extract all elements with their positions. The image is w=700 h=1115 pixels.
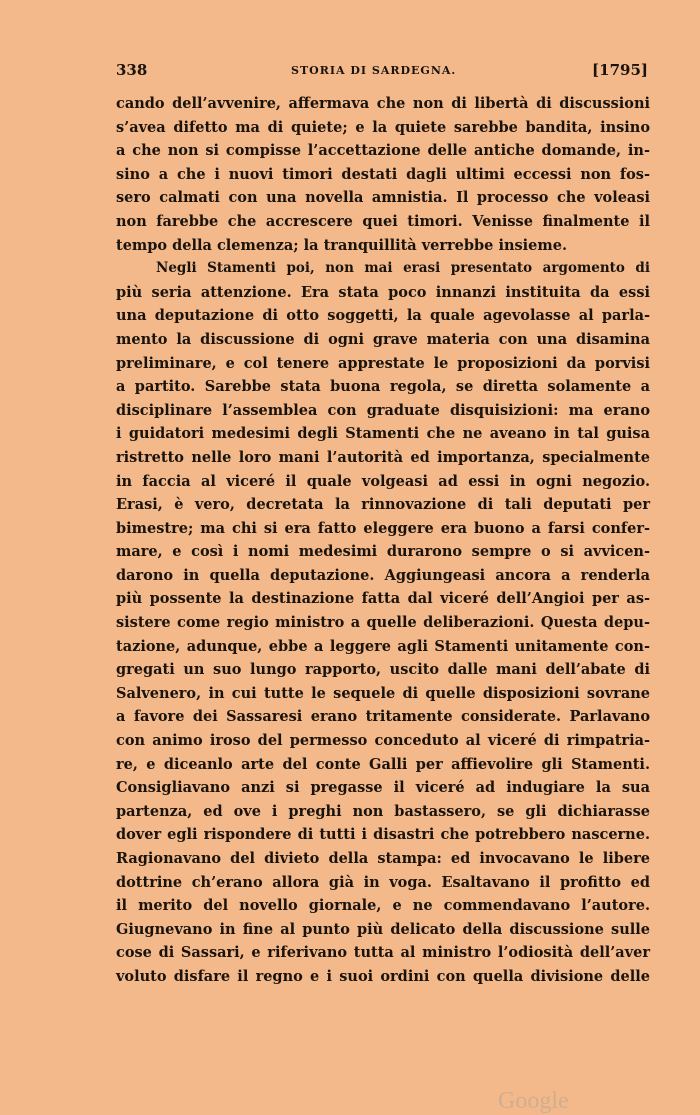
text-line: a che non si compisse l’accettazione delle antiche domande, in- xyxy=(116,142,650,160)
watermark-text: Google xyxy=(498,1088,569,1114)
running-head xyxy=(116,61,650,83)
text-line: cando dell’avvenire, affermava che non di libertà di discussioni xyxy=(116,95,650,112)
text-line: in faccia al viceré il quale volgeasi ad essi in ogni negozio. xyxy=(116,472,650,490)
text-line: disciplinare l’assemblea con graduate disquisizioni: ma erano xyxy=(116,401,650,419)
text-line: ristretto nelle loro mani l’autorità ed importanza, specialmente xyxy=(116,448,650,466)
text-line: Erasi, è vero, decretata la rinnovazione di tali deputati per xyxy=(116,496,650,514)
text-line: dover egli rispondere di tutti i disastri che potrebbero nascerne. xyxy=(116,826,650,844)
text-line: Consigliavano anzi si pregasse il viceré ad indugiare la sua xyxy=(116,779,650,797)
text-line: sero calmati con una novella amnistia. Il processo che voleasi xyxy=(116,189,650,207)
text-line: Ragionavano del divieto della stampa: ed invocavano le libere xyxy=(116,850,650,867)
year-marker: [1795] xyxy=(592,61,648,79)
text-line: più seria attenzione. Era stata poco innanzi instituita da essi xyxy=(116,283,650,301)
text-line: dottrine ch’erano allora già in voga. Esaltavano il profitto ed xyxy=(116,873,650,891)
text-line: Giugnevano in fine al punto più delicato della discussione sulle xyxy=(116,920,650,938)
text-line: bimestre; ma chi si era fatto eleggere era buono a farsi confer- xyxy=(116,519,650,537)
text-line: voluto disfare il regno e i suoi ordini con quella divisione delle xyxy=(116,967,650,985)
page-number: 338 xyxy=(116,61,148,79)
paragraph-first-line: Negli Stamenti poi, non mai erasi presentato argomento di xyxy=(156,260,650,277)
text-line: partenza, ed ove i preghi non bastassero, se gli dichiarasse xyxy=(116,802,650,820)
text-line: sino a che i nuovi timori destati dagli ultimi eccessi non fos- xyxy=(116,165,650,183)
text-line: il merito del novello giornale, e ne commendavano l’autore. xyxy=(116,897,650,915)
text-line: a favore dei Sassaresi erano tritamente considerate. Parlavano xyxy=(116,708,650,726)
text-line: non farebbe che accrescere quei timori. Venisse finalmente il xyxy=(116,212,650,230)
text-line: tempo della clemenza; la tranquillità verrebbe insieme. xyxy=(116,236,568,254)
running-title: STORIA DI SARDEGNA. xyxy=(291,64,457,77)
text-line: tazione, adunque, ebbe a leggere agli Stamenti unitamente con- xyxy=(116,637,650,655)
text-line: i guidatori medesimi degli Stamenti che ne aveano in tal guisa xyxy=(116,425,650,443)
text-line: più possente la destinazione fatta dal viceré dell’Angioi per as- xyxy=(116,590,650,608)
text-line: preliminare, e col tenere apprestate le proposizioni da porvisi xyxy=(116,354,650,372)
text-line: s’avea difetto ma di quiete; e la quiete sarebbe bandita, insino xyxy=(116,118,650,136)
text-line: sistere come regio ministro a quelle deliberazioni. Questa depu- xyxy=(116,614,650,632)
text-line: a partito. Sarebbe stata buona regola, se diretta solamente a xyxy=(116,378,650,396)
body-text xyxy=(116,92,650,989)
text-line: gregati un suo lungo rapporto, uscito dalle mani dell’abate di xyxy=(116,661,650,679)
text-line: mento la discussione di ogni grave materia con una disamina xyxy=(116,330,650,348)
text-line: re, e diceanlo arte del conte Galli per affievolire gli Stamenti. xyxy=(116,755,650,773)
text-line: cose di Sassari, e riferivano tutta al ministro l’odiosità dell’aver xyxy=(116,944,650,962)
text-line: una deputazione di otto soggetti, la quale agevolasse al parla- xyxy=(116,307,650,325)
text-line: con animo iroso del permesso conceduto al viceré di rimpatria- xyxy=(116,732,650,750)
text-line: darono in quella deputazione. Aggiungeasi ancora a renderla xyxy=(116,566,650,584)
text-line: mare, e così i nomi medesimi durarono sempre o si avvicen- xyxy=(116,543,650,561)
text-line: Salvenero, in cui tutte le sequele di quelle disposizioni sovrane xyxy=(116,684,650,702)
